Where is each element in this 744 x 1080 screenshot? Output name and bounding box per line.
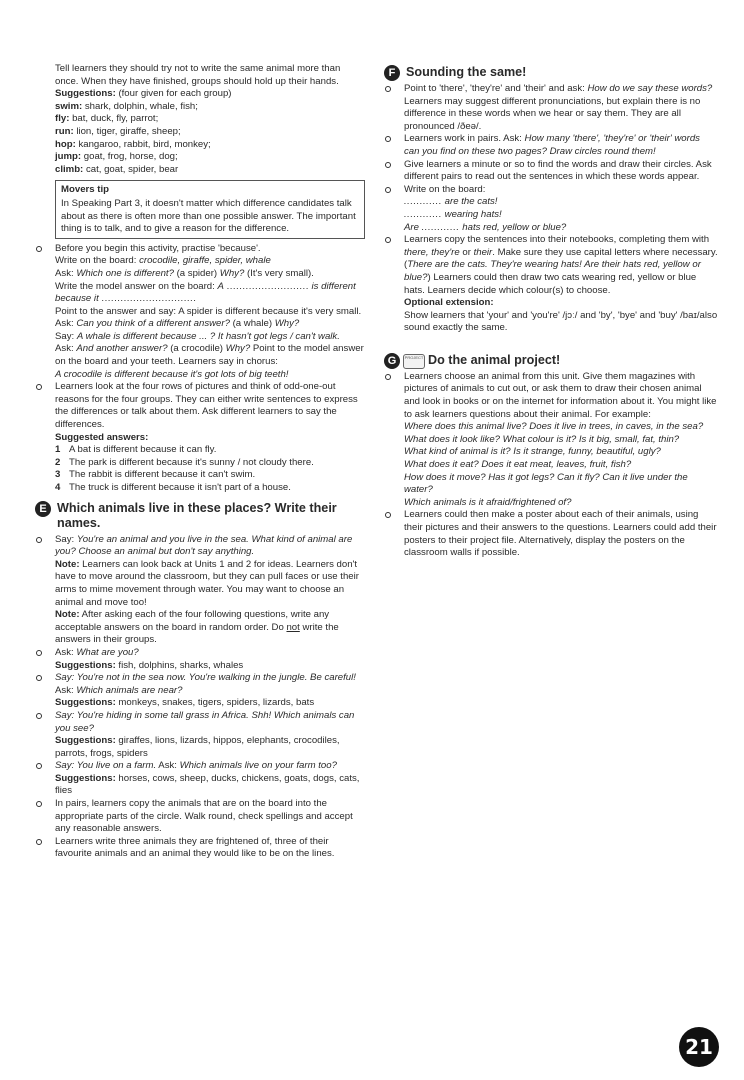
bullet-item: Learners write three animals they are frightened of, three of their favourite animals and an animal they would like to be on the lines. [35, 836, 365, 861]
bullet-item: Before you begin this activity, practise 'because'. Write on the board: crocodile, giraffe, spider, whale Ask: Which one is different? (a spider) Why? (It's very small). Write the model answer on the board: A .......................... is different because it .............................. Point to the answer and say: A spider is different because it's very small. Ask: Can you think of a different answer? (a whale) Why? Say: A whale is different because ... ? It hasn't got legs / can't walk. Ask: And another answer? (a crocodile) Why? Point to the model answer on the board and your teeth. Learners say in chorus: A crocodile is different because it's got lots of big teeth! [35, 243, 365, 382]
bullet-item: Write on the board: ............ are the cats! ............ wearing hats! Are ............ hats red, yellow or blue? [384, 184, 718, 234]
right-column [384, 63, 718, 560]
movers-tip-box [55, 180, 365, 238]
bullet-item: Say: You're an animal and you live in the sea. What kind of animal are you? Choose an animal but don't say anything. Note: Learners can look back at Units 1 and 2 for ideas. Learners don't have to move around the classroom, but they can pull faces or use their arms to mime movement through water. You may want to choose an animal and move too! Note: After asking each of the four following questions, write any acceptable answers on the board in random order. Do not write the answers in their groups. [35, 534, 365, 647]
bullet-item: Point to 'there', 'they're' and 'their' and ask: How do we say these words? Learners may suggest different pronunciations, but explain there is no difference in these words when we hear or say them. They are all pronounced /ðeə/. [384, 83, 718, 133]
section-f-badge: F [384, 65, 400, 81]
bullet-item: Learners look at the four rows of pictures and think of odd-one-out reasons for the four groups. They can either write sentences to express the differences or talk about them. Ask different learners to say the differences. Suggested answers: [35, 381, 365, 444]
bullet-item: Say: You live on a farm. Ask: Which animals live on your farm too? Suggestions: horses, cows, sheep, ducks, chickens, goats, dogs, cats, flies [35, 760, 365, 798]
bullet-item: Learners copy the sentences into their notebooks, completing them with there, they're or their. Make sure they use capital letters where necessary. (There are the cats. They're wearing hats! Are their hats red, yellow or blue?) Learners could then draw two cats wearing red, yellow or blue hats. Learners decide which colour(s) to choose. Optional extension: Show learners that 'your' and 'you're' /jɔː/ and 'by', 'bye' and 'buy' /baɪ/also sound exactly the same. [384, 234, 718, 335]
bullet-item: Learners could then make a poster about each of their animals, using their pictures and their answers to the questions. Learners could add their posters to their project file. Alternatively, display the posters on the classroom walls if possible. [384, 509, 718, 559]
suggestions-line: Suggestions: (four given for each group) [55, 88, 232, 100]
bullet-item: Learners choose an animal from this unit. Give them magazines with pictures of animals to cut out, or ask them to draw their chosen animal and look in books or on the internet for information about it. You might like to ask learners questions about their animal. For example: Where does this animal live? Does it live in trees, in caves, in the sea? What does it look like? What colour is it? Is it big, small, fat, thin? What kind of animal is it? Is it strange, funny, beautiful, ugly? What does it eat? Does it eat meat, leaves, fruit, fish? How does it move? Has it got legs? Can it fly? Can it live under the water? Which animals is it afraid/frightened of? [384, 371, 718, 510]
movers-tip-title: Movers tip [61, 184, 109, 196]
bullet-item: Say: You're hiding in some tall grass in Africa. Shh! Which animals can you see? Suggestions: giraffes, lions, lizards, hippos, elephants, crocodiles, parrots, frogs, spiders [35, 710, 365, 760]
section-e-badge: E [35, 501, 51, 517]
section-f-heading: F Sounding the same! [384, 65, 718, 80]
answer-item: 3 The rabbit is different because it can't swim. [55, 469, 256, 481]
answer-item: 1 A bat is different because it can fly. [55, 444, 217, 456]
answer-item: 2 The park is different because it's sunny / not cloudy there. [55, 456, 314, 468]
animal-group: swim: shark, dolphin, whale, fish; [55, 100, 198, 112]
section-g-badge: G [384, 353, 400, 369]
page-number: 21 [679, 1027, 719, 1067]
movers-tip-text: In Speaking Part 3, it doesn't matter which difference candidates talk about as there is often more than one possible answer. The important thing is to talk, and to give a reason for the difference. [61, 197, 356, 235]
question-line: What kind of animal is it? Is it strange, funny, beautiful, ugly? [404, 446, 661, 458]
project-icon: PROJECT [403, 354, 425, 369]
question-line: What does it look like? What colour is it? Is it big, small, fat, thin? [404, 433, 680, 445]
bullet-item: Learners work in pairs. Ask: How many 'there', 'they're' or 'their' words can you find on these two pages? Draw circles round them! [384, 133, 718, 158]
answer-item: 4 The truck is different because it isn't part of a house. [55, 482, 291, 493]
animal-group: jump: goat, frog, horse, dog; [55, 151, 178, 163]
bullet-item: Give learners a minute or so to find the words and draw their circles. Ask different pairs to read out the sentences in which these words appear. [384, 159, 718, 184]
section-e-heading: E Which animals live in these places? Write their names. [35, 501, 365, 531]
question-line: How does it move? Has it got legs? Can it fly? Can it live under the water? [404, 471, 688, 496]
intro-text: Tell learners they should try not to write the same animal more than once. When they have finished, groups should hold up their hands. [55, 63, 341, 87]
bullet-item: Say: You're not in the sea now. You're walking in the jungle. Be careful! Ask: Which animals are near? Suggestions: monkeys, snakes, tigers, spiders, lizards, bats [35, 672, 365, 710]
animal-group: fly: bat, duck, fly, parrot; [55, 113, 159, 125]
bullet-item: In pairs, learners copy the animals that are on the board into the appropriate parts of the circle. Walk round, check spellings and accept any reasonable answers. [35, 798, 365, 836]
bullet-item: Ask: What are you? Suggestions: fish, dolphins, sharks, whales [35, 647, 365, 672]
question-line: Which animals is it afraid/frightened of? [404, 496, 572, 508]
question-line: Where does this animal live? Does it live in trees, in caves, in the sea? [404, 421, 704, 433]
animal-group: hop: kangaroo, rabbit, bird, monkey; [55, 138, 211, 150]
animal-group: run: lion, tiger, giraffe, sheep; [55, 125, 181, 137]
left-column [35, 63, 365, 861]
section-g-heading: G PROJECT Do the animal project! [384, 353, 718, 368]
animal-group: climb: cat, goat, spider, bear [55, 163, 179, 175]
question-line: What does it eat? Does it eat meat, leaves, fruit, fish? [404, 459, 632, 471]
